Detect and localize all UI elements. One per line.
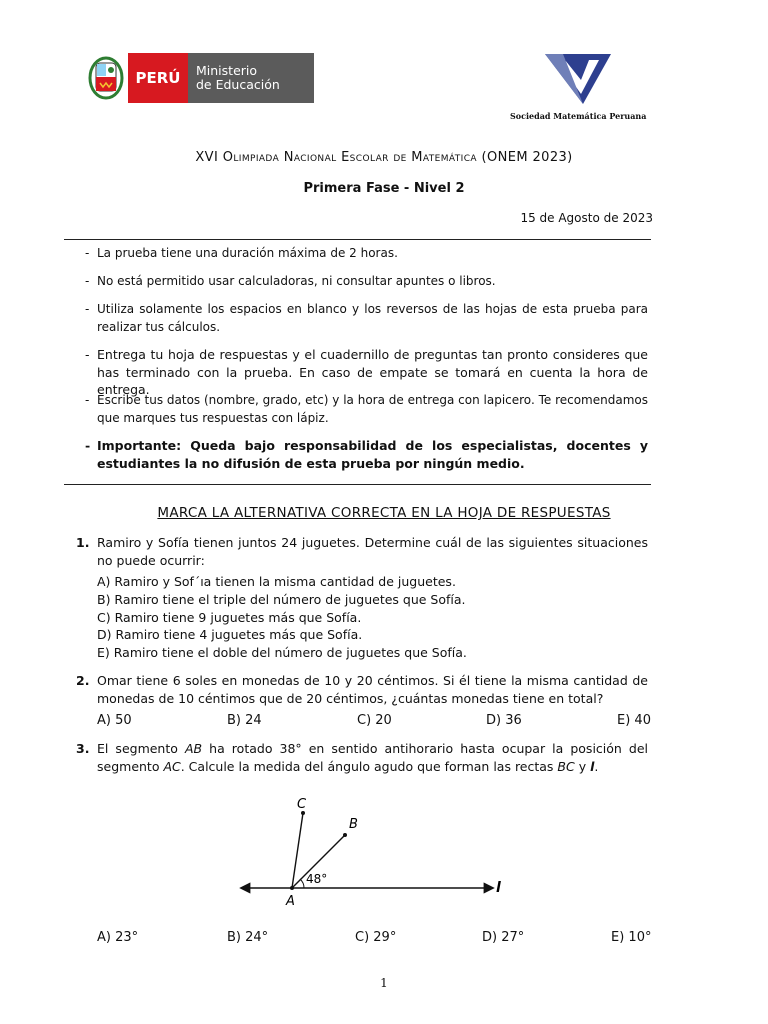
- ministry-line2: de Educación: [196, 77, 280, 92]
- rule-item: - Utiliza solamente los espacios en blanco y los reversos de las hojas de esta prueba para realizar tus cálculos.: [85, 301, 648, 336]
- ministry-line1: Ministerio: [196, 63, 258, 78]
- rule-item: - No está permitido usar calculadoras, ni consultar apuntes o libros.: [85, 273, 648, 291]
- label-c: C: [297, 797, 307, 812]
- peru-label: PERÚ: [128, 53, 188, 103]
- page-number: 1: [380, 976, 388, 990]
- rule-item: - Escribe tus datos (nombre, grado, etc) y la hora de entrega con lapicero. Te recomendamos que marques tus respuestas con lápiz.: [85, 392, 648, 427]
- point-b: [343, 833, 347, 837]
- answer-option: B) 24: [227, 713, 262, 728]
- answer-option: C) 29°: [355, 930, 397, 945]
- peru-coat-of-arms-icon: [86, 53, 126, 103]
- rule-text: Escribe tus datos (nombre, grado, etc) y la hora de entrega con lapicero. Te recomendamos que marques tus respuestas con lápiz.: [97, 393, 648, 425]
- answer-option: E) 10°: [611, 930, 652, 945]
- ministerio-educacion-logo: [86, 53, 314, 103]
- exam-date: 15 de Agosto de 2023: [520, 211, 653, 225]
- rule-text: Entrega tu hoja de respuestas y el cuadernillo de preguntas tan pronto consideres que has terminado con la prueba. En caso de empate se tomará en cuenta la hora de entrega.: [97, 347, 648, 397]
- answer-option: D) 27°: [482, 930, 525, 945]
- answer-option: D) 36: [486, 713, 522, 728]
- ministry-label: [188, 53, 314, 103]
- point-a: [290, 886, 294, 890]
- answer-option: C) Ramiro tiene 9 juguetes más que Sofía.: [97, 610, 362, 625]
- segment-ac: [292, 813, 303, 888]
- answer-option: B) Ramiro tiene el triple del número de juguetes que Sofía.: [97, 592, 466, 607]
- rule-text: Importante: Queda bajo responsabilidad de los especialistas, docentes y estudiantes la no difusión de esta prueba por ningún medio.: [97, 438, 648, 471]
- exam-title: XVI Olimpiada Nacional Escolar de Matemática (ONEM 2023): [195, 150, 573, 165]
- answer-option: B) 24°: [227, 930, 269, 945]
- answer-option: A) 23°: [97, 930, 139, 945]
- rule-item: - Entrega tu hoja de respuestas y el cuadernillo de preguntas tan pronto consideres que has terminado con la prueba. En caso de empate se tomará en cuenta la hora de entrega.: [85, 347, 648, 397]
- label-l: l: [496, 880, 501, 896]
- section-heading: MARCA LA ALTERNATIVA CORRECTA EN LA HOJA DE RESPUESTAS: [157, 505, 611, 521]
- answer-option: A) 50: [97, 713, 132, 728]
- geometry-figure: [230, 790, 520, 920]
- smp-triangle-logo-icon: [543, 50, 613, 106]
- question-text: El segmento AB ha rotado 38° en sentido antihorario hasta ocupar la posición del segmento AC. Calcule la medida del ángulo agudo que forman las rectas BC y l.: [97, 741, 648, 774]
- question-number: 1.: [76, 535, 90, 550]
- rule-text: Utiliza solamente los espacios en blanco y los reversos de las hojas de esta prueba para realizar tus cálculos.: [97, 302, 648, 334]
- question-text: Ramiro y Sofía tienen juntos 24 juguetes. Determine cuál de las siguientes situaciones no puede ocurrir:: [97, 535, 648, 568]
- rule-text: No está permitido usar calculadoras, ni consultar apuntes o libros.: [97, 274, 496, 288]
- answer-option: A) Ramiro y Sof´ıa tienen la misma cantidad de juguetes.: [97, 574, 456, 589]
- answer-option: E) 40: [617, 713, 651, 728]
- question-number: 3.: [76, 741, 90, 756]
- smp-name: Sociedad Matemática Peruana: [510, 111, 647, 121]
- rule-text: La prueba tiene una duración máxima de 2 horas.: [97, 246, 398, 260]
- label-b: B: [349, 817, 358, 832]
- rule-item-important: - Importante: Queda bajo responsabilidad de los especialistas, docentes y estudiantes la no difusión de esta prueba por ningún medio.: [85, 438, 648, 471]
- label-a: A: [286, 894, 295, 909]
- exam-subtitle: Primera Fase - Nivel 2: [303, 181, 465, 196]
- answer-option: C) 20: [357, 713, 392, 728]
- question-text: Omar tiene 6 soles en monedas de 10 y 20 céntimos. Si él tiene la misma cantidad de monedas de 10 céntimos que de 20 céntimos, ¿cuántas monedas tiene en total?: [97, 673, 648, 706]
- angle-label: 48°: [306, 872, 328, 886]
- answer-option: D) Ramiro tiene 4 juguetes más que Sofía.: [97, 627, 363, 642]
- answer-option: E) Ramiro tiene el doble del número de juguetes que Sofía.: [97, 645, 467, 660]
- question-number: 2.: [76, 673, 90, 688]
- rule-item: - La prueba tiene una duración máxima de 2 horas.: [85, 245, 648, 263]
- divider-top: [64, 239, 651, 240]
- divider-bottom: [64, 484, 651, 485]
